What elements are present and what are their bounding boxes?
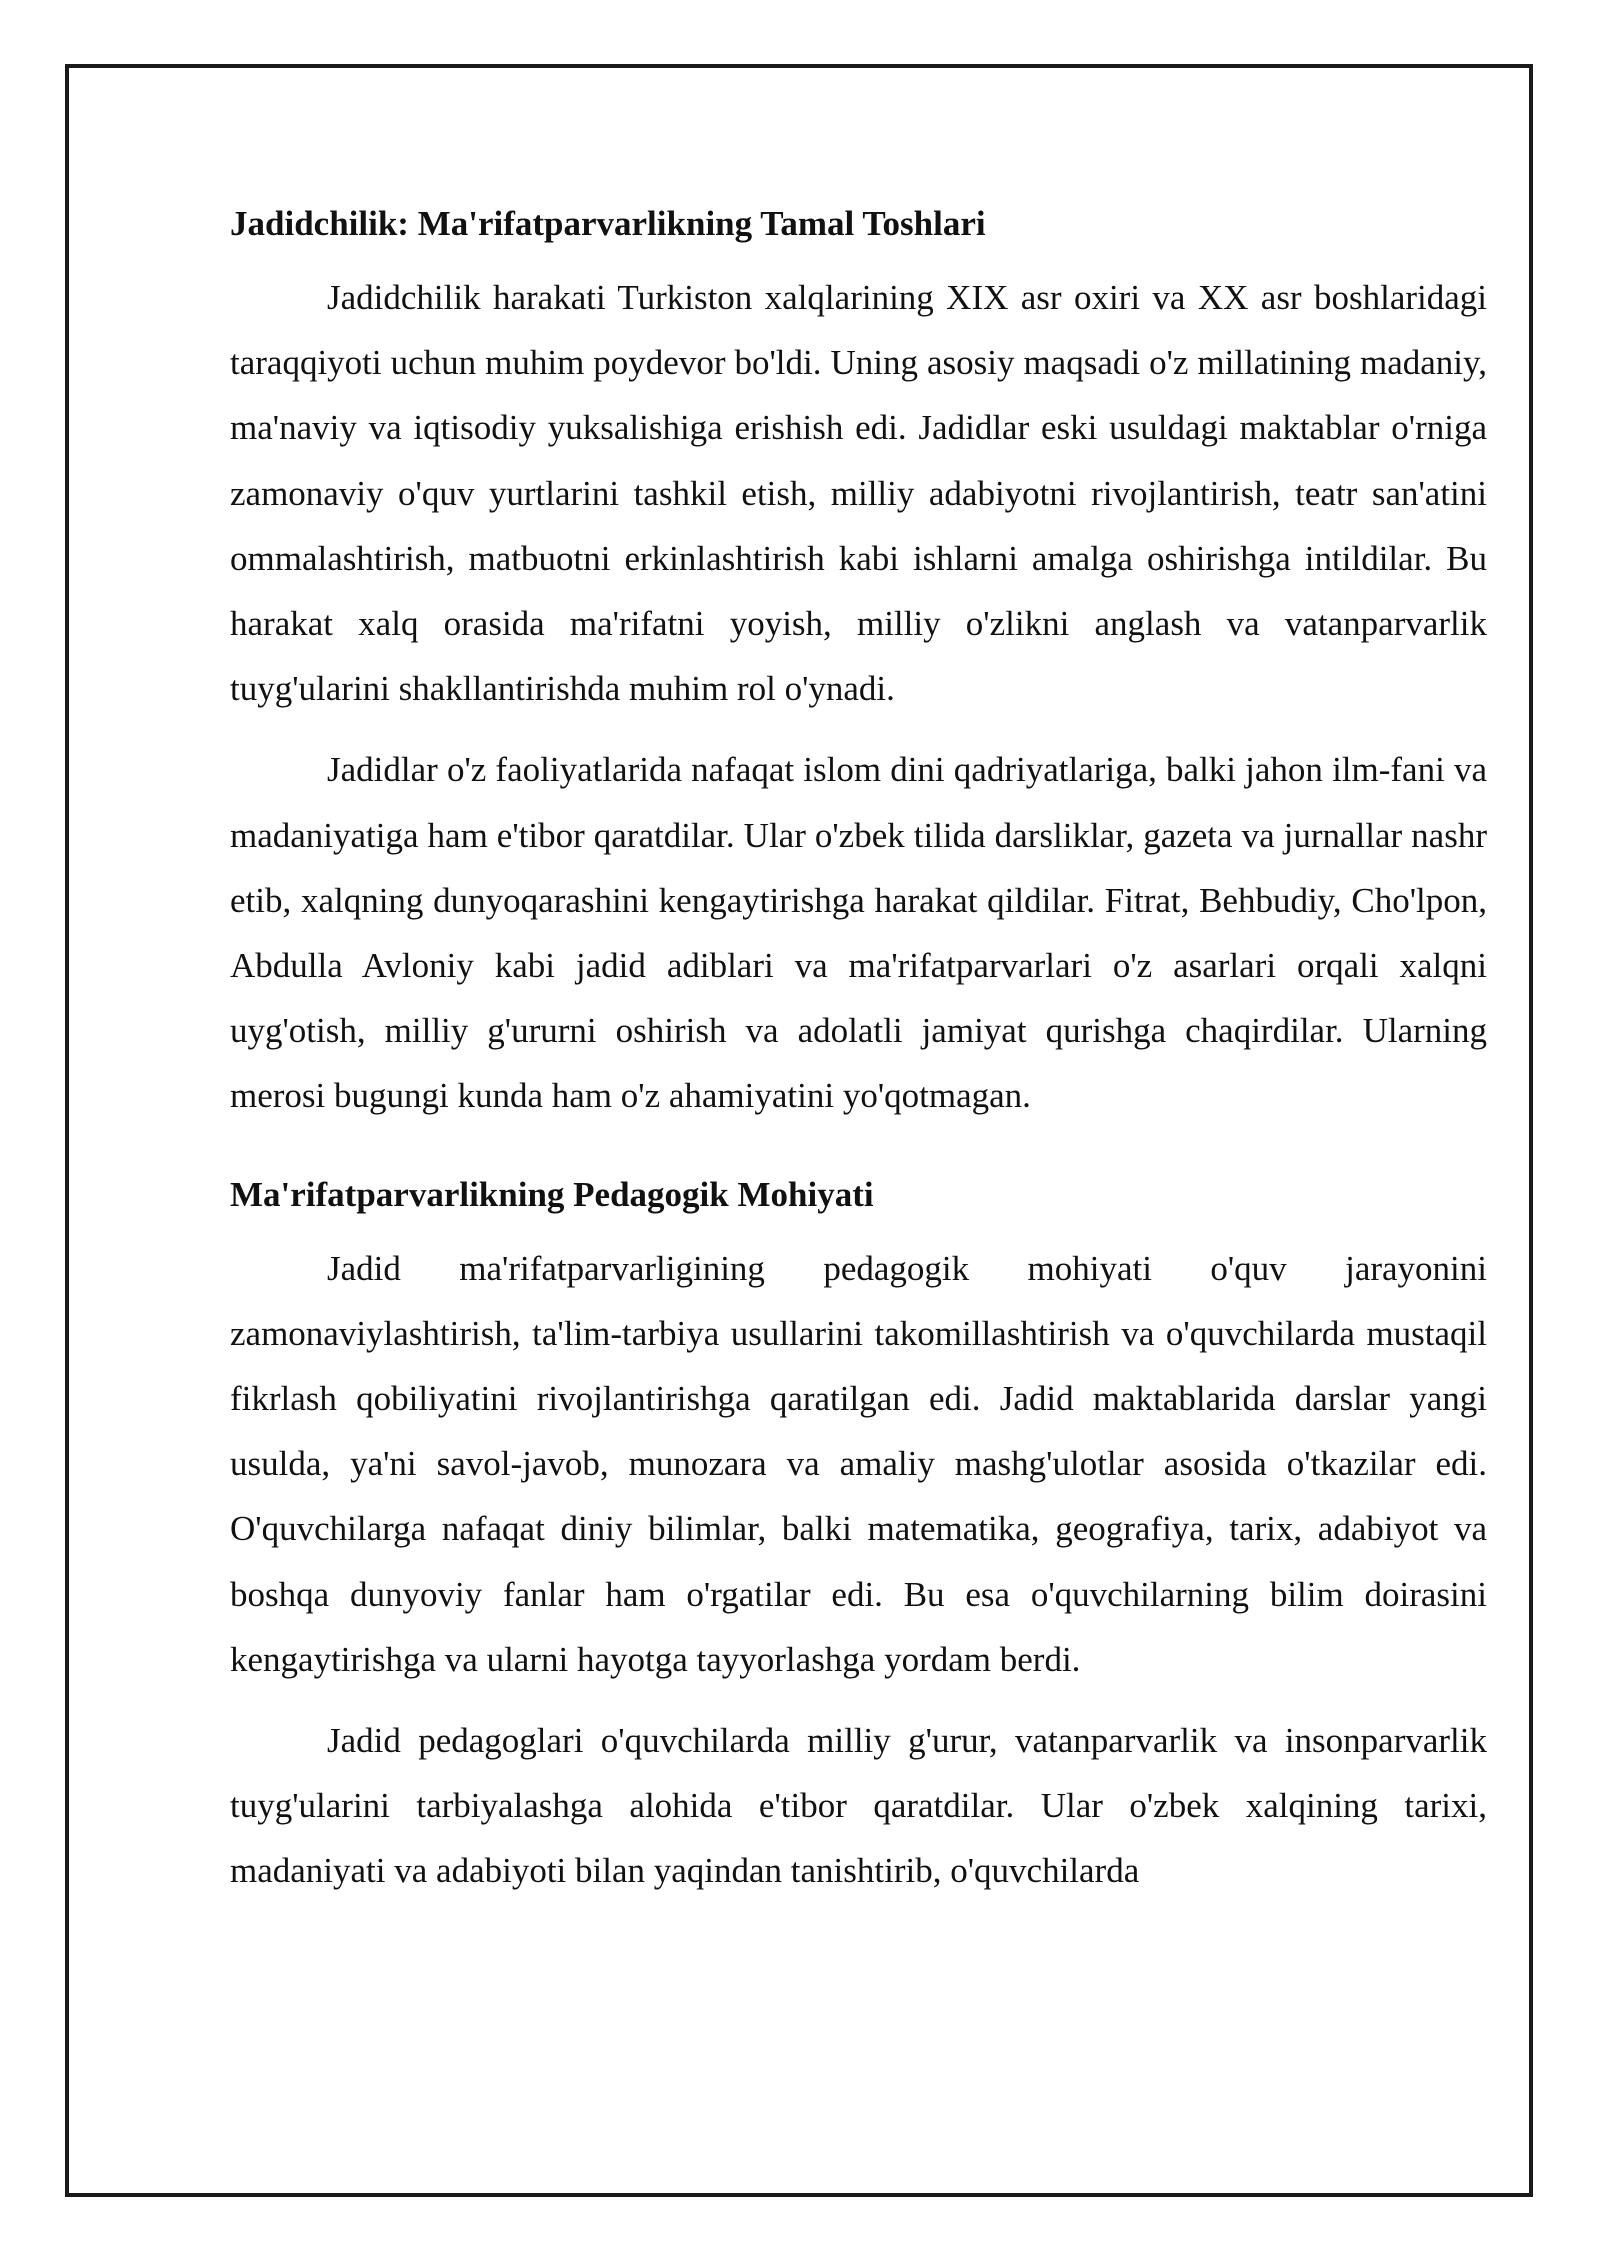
paragraph-jadidchilik-harakati: Jadidchilik harakati Turkiston xalqlarining XIX asr oxiri va XX asr boshlaridagi taraqqiyoti uchun muhim poydevor bo'ldi. Uning asosiy maqsadi o'z millatining madaniy, ma'naviy va iqtisodiy yuksalishiga erishish edi. Jadidlar eski usuldagi maktablar o'rniga zamonaviy o'quv yurtlarini tashkil etish, milliy adabiyotni rivojlantirish, teatr san'atini ommalashtirish, matbuotni erkinlashtirish kabi ishlarni amalga oshirishga intildilar. Bu harakat xalq orasida ma'rifatni yoyish, milliy o'zlikni anglash va vatanparvarlik tuyg'ularini shakllantirishda muhim rol o'ynadi. [230,278,1487,709]
document-body [230,196,1487,1920]
section-heading-pedagogik-mohiyat: Ma'rifatparvarlikning Pedagogik Mohiyati [230,1174,874,1214]
paragraph-jadidlar-faoliyati: Jadidlar o'z faoliyatlarida nafaqat islom dini qadriyatlariga, balki jahon ilm-fani va madaniyatiga ham e'tibor qaratdilar. Ular o'zbek tilida darsliklar, gazeta va jurnallar nashr etib, xalqning dunyoqarashini kengaytirishga harakat qildilar. Fitrat, Behbudiy, Cho'lpon, Abdulla Avloniy kabi jadid adiblari va ma'rifatparvarlari o'z asarlari orqali xalqni uyg'otish, milliy g'ururni oshirish va adolatli jamiyat qurishga chaqirdilar. Ularning merosi bugungi kunda ham o'z ahamiyatini yo'qotmagan. [230,750,1487,1116]
paragraph-pedagogik-mohiyat: Jadid ma'rifatparvarligining pedagogik mohiyati o'quv jarayonini zamonaviylashtirish, ta'lim-tarbiya usullarini takomillashtirish va o'quvchilarda mustaqil fikrlash qobiliyatini rivojlantirishga qaratilgan edi. Jadid maktablarida darslar yangi usulda, ya'ni savol-javob, munozara va amaliy mashg'ulotlar asosida o'tkazilar edi. O'quvchilarga nafaqat diniy bilimlar, balki matematika, geografiya, tarix, adabiyot va boshqa dunyoviy fanlar ham o'rgatilar edi. Bu esa o'quvchilarning bilim doirasini kengaytirishga va ularni hayotga tayyorlashga yordam berdi. [230,1248,1487,1679]
section-heading-jadidchilik: Jadidchilik: Ma'rifatparvarlikning Tamal Toshlari [230,204,986,243]
paragraph-jadid-pedagoglari: Jadid pedagoglari o'quvchilarda milliy g'urur, vatanparvarlik va insonparvarlik tuyg'ularini tarbiyalashga alohida e'tibor qaratdilar. Ular o'zbek xalqining tarixi, madaniyati va adabiyoti bilan yaqindan tanishtirib, o'quvchilarda [230,1721,1487,1891]
